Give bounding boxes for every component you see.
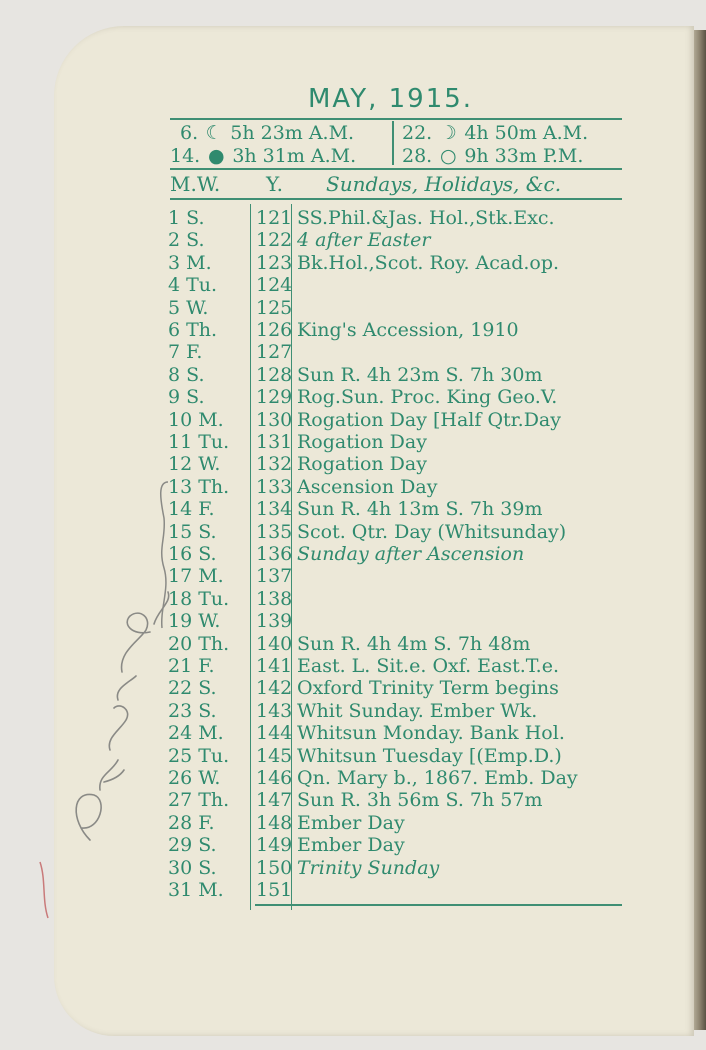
- day-label: 28 F.: [168, 811, 215, 834]
- year-day: 132: [256, 453, 293, 476]
- year-day: 144: [256, 722, 293, 745]
- day-label: 12 W.: [168, 453, 221, 476]
- pencil-bracket: [150, 478, 180, 638]
- day-label: 16 S.: [168, 543, 217, 565]
- event-text: Ascension Day: [297, 475, 438, 498]
- day-label: 22 S.: [168, 677, 217, 700]
- event-text: Whitsun Monday. Bank Hol.: [297, 722, 565, 745]
- moon-phase-4: [402, 145, 583, 167]
- year-day: 142: [256, 677, 293, 700]
- event-text: Qn. Mary b., 1867. Emb. Day: [297, 767, 578, 789]
- event-text: Oxford Trinity Term begins: [297, 677, 559, 700]
- event-text: Whit Sunday. Ember Wk.: [297, 699, 538, 722]
- day-label: 1 S.: [168, 207, 205, 229]
- day-label: 3 M.: [168, 251, 212, 274]
- moon-time: 5h 23m A.M.: [230, 122, 355, 144]
- event-text: SS.Phil.&Jas. Hol.,Stk.Exc.: [297, 207, 555, 229]
- day-label: 4 Tu.: [168, 274, 218, 297]
- calendar-row: [0, 857, 706, 879]
- day-label: 20 Th.: [168, 632, 230, 655]
- day-label: 25 Tu.: [168, 744, 230, 767]
- moon-separator: [392, 121, 394, 165]
- moon-phase-2: [170, 145, 356, 167]
- event-text: Sun R. 4h 23m S. 7h 30m: [297, 363, 543, 386]
- event-text: Ember Day: [297, 811, 405, 834]
- year-day: 145: [256, 744, 293, 767]
- day-label: 6 Th.: [168, 319, 218, 341]
- moon-day: 6.: [180, 122, 199, 144]
- year-day: 139: [256, 610, 293, 633]
- moon-phase-3: [402, 122, 588, 144]
- year-day: 148: [256, 811, 293, 834]
- day-label: 29 S.: [168, 834, 217, 857]
- year-day: 137: [256, 565, 293, 588]
- day-label: 26 W.: [168, 767, 221, 789]
- year-day: 128: [256, 363, 293, 386]
- calendar-row: [0, 498, 706, 520]
- full-moon-icon: ○: [439, 145, 457, 167]
- calendar-row: [0, 476, 706, 498]
- day-label: 13 Th.: [168, 475, 230, 498]
- moon-day: 14.: [170, 145, 201, 167]
- day-label: 15 S.: [168, 520, 217, 543]
- page-title: MAY, 1915.: [308, 84, 474, 114]
- year-day: 136: [256, 543, 293, 565]
- moon-phase-1: [180, 122, 354, 144]
- event-text: Sunday after Ascension: [297, 543, 525, 565]
- year-day: 129: [256, 386, 293, 409]
- bottom-rule: [255, 904, 622, 906]
- event-text: King's Accession, 1910: [297, 319, 519, 341]
- event-text: Sun R. 4h 13m S. 7h 39m: [297, 498, 543, 521]
- day-label: 2 S.: [168, 229, 205, 252]
- day-label: 10 M.: [168, 408, 224, 431]
- moon-time: 4h 50m A.M.: [464, 122, 589, 144]
- event-text: Whitsun Tuesday [(Emp.D.): [297, 744, 562, 767]
- year-day: 135: [256, 520, 293, 543]
- year-day: 126: [256, 319, 293, 341]
- calendar-row: [0, 453, 706, 475]
- day-label: 8 S.: [168, 363, 205, 386]
- moon-day: 28.: [402, 145, 433, 167]
- moon-time: 3h 31m A.M.: [232, 145, 357, 167]
- year-day: 149: [256, 834, 293, 857]
- calendar-row: [0, 521, 706, 543]
- moon-day: 22.: [402, 122, 433, 144]
- event-text: Rog.Sun. Proc. King Geo.V.: [297, 386, 558, 409]
- event-text: 4 after Easter: [297, 229, 431, 252]
- header-y: Y.: [266, 172, 283, 196]
- year-day: 125: [256, 296, 293, 319]
- day-label: 7 F.: [168, 341, 203, 364]
- year-day: 133: [256, 475, 293, 498]
- year-day: 131: [256, 431, 293, 453]
- header-top-rule: [170, 168, 622, 170]
- calendar-row: [0, 386, 706, 408]
- binding-thread: [38, 860, 52, 920]
- calendar-row: [0, 879, 706, 901]
- year-day: 151: [256, 879, 293, 901]
- day-label: 9 S.: [168, 386, 205, 409]
- calendar-row: [0, 252, 706, 274]
- day-label: 5 W.: [168, 296, 209, 319]
- event-text: Ember Day: [297, 834, 405, 857]
- event-text: Bk.Hol.,Scot. Roy. Acad.op.: [297, 251, 560, 274]
- header-events: Sundays, Holidays, &c.: [326, 172, 562, 196]
- header-bottom-rule: [170, 198, 622, 200]
- day-label: 11 Tu.: [168, 431, 230, 453]
- event-text: Trinity Sunday: [297, 856, 440, 879]
- day-label: 31 M.: [168, 879, 224, 901]
- calendar-row: [0, 207, 706, 229]
- year-day: 138: [256, 587, 293, 610]
- year-day: 141: [256, 655, 293, 677]
- year-day: 130: [256, 408, 293, 431]
- event-text: Sun R. 4h 4m S. 7h 48m: [297, 632, 531, 655]
- year-day: 143: [256, 699, 293, 722]
- event-text: Rogation Day [Half Qtr.Day: [297, 408, 561, 431]
- year-day: 150: [256, 856, 293, 879]
- calendar-row: [0, 409, 706, 431]
- day-label: 19 W.: [168, 610, 221, 633]
- event-text: Rogation Day: [297, 453, 427, 476]
- year-day: 124: [256, 274, 293, 297]
- year-day: 122: [256, 229, 293, 252]
- event-text: Rogation Day: [297, 431, 427, 453]
- calendar-row: [0, 565, 706, 587]
- title-rule: [170, 118, 622, 120]
- day-label: 21 F.: [168, 655, 215, 677]
- calendar-row: [0, 229, 706, 251]
- event-text: Scot. Qtr. Day (Whitsunday): [297, 520, 567, 543]
- calendar-row: [0, 364, 706, 386]
- first-quarter-icon: ☽: [439, 122, 457, 144]
- day-label: 30 S.: [168, 856, 217, 879]
- day-label: 23 S.: [168, 699, 217, 722]
- year-day: 147: [256, 789, 293, 812]
- calendar-row: [0, 543, 706, 565]
- calendar-row: [0, 274, 706, 296]
- day-label: 18 Tu.: [168, 587, 230, 610]
- day-label: 17 M.: [168, 565, 224, 588]
- year-day: 127: [256, 341, 293, 364]
- svg-text:Anzac Bay: Anzac Bay: [60, 590, 66, 591]
- calendar-row: [0, 341, 706, 363]
- year-day: 121: [256, 207, 293, 229]
- event-text: East. L. Sit.e. Oxf. East.T.e.: [297, 655, 560, 677]
- day-label: 27 Th.: [168, 789, 230, 812]
- year-day: 146: [256, 767, 293, 789]
- calendar-row: [0, 319, 706, 341]
- year-day: 140: [256, 632, 293, 655]
- calendar-row: [0, 297, 706, 319]
- moon-time: 9h 33m P.M.: [464, 145, 584, 167]
- event-text: Sun R. 3h 56m S. 7h 57m: [297, 789, 543, 812]
- year-day: 123: [256, 251, 293, 274]
- year-day: 134: [256, 498, 293, 521]
- new-moon-icon: ●: [207, 145, 225, 167]
- header-mw: M.W.: [170, 172, 221, 196]
- day-label: 24 M.: [168, 722, 224, 745]
- calendar-row: [0, 431, 706, 453]
- last-quarter-icon: ☾: [205, 122, 223, 144]
- day-label: 14 F.: [168, 498, 215, 521]
